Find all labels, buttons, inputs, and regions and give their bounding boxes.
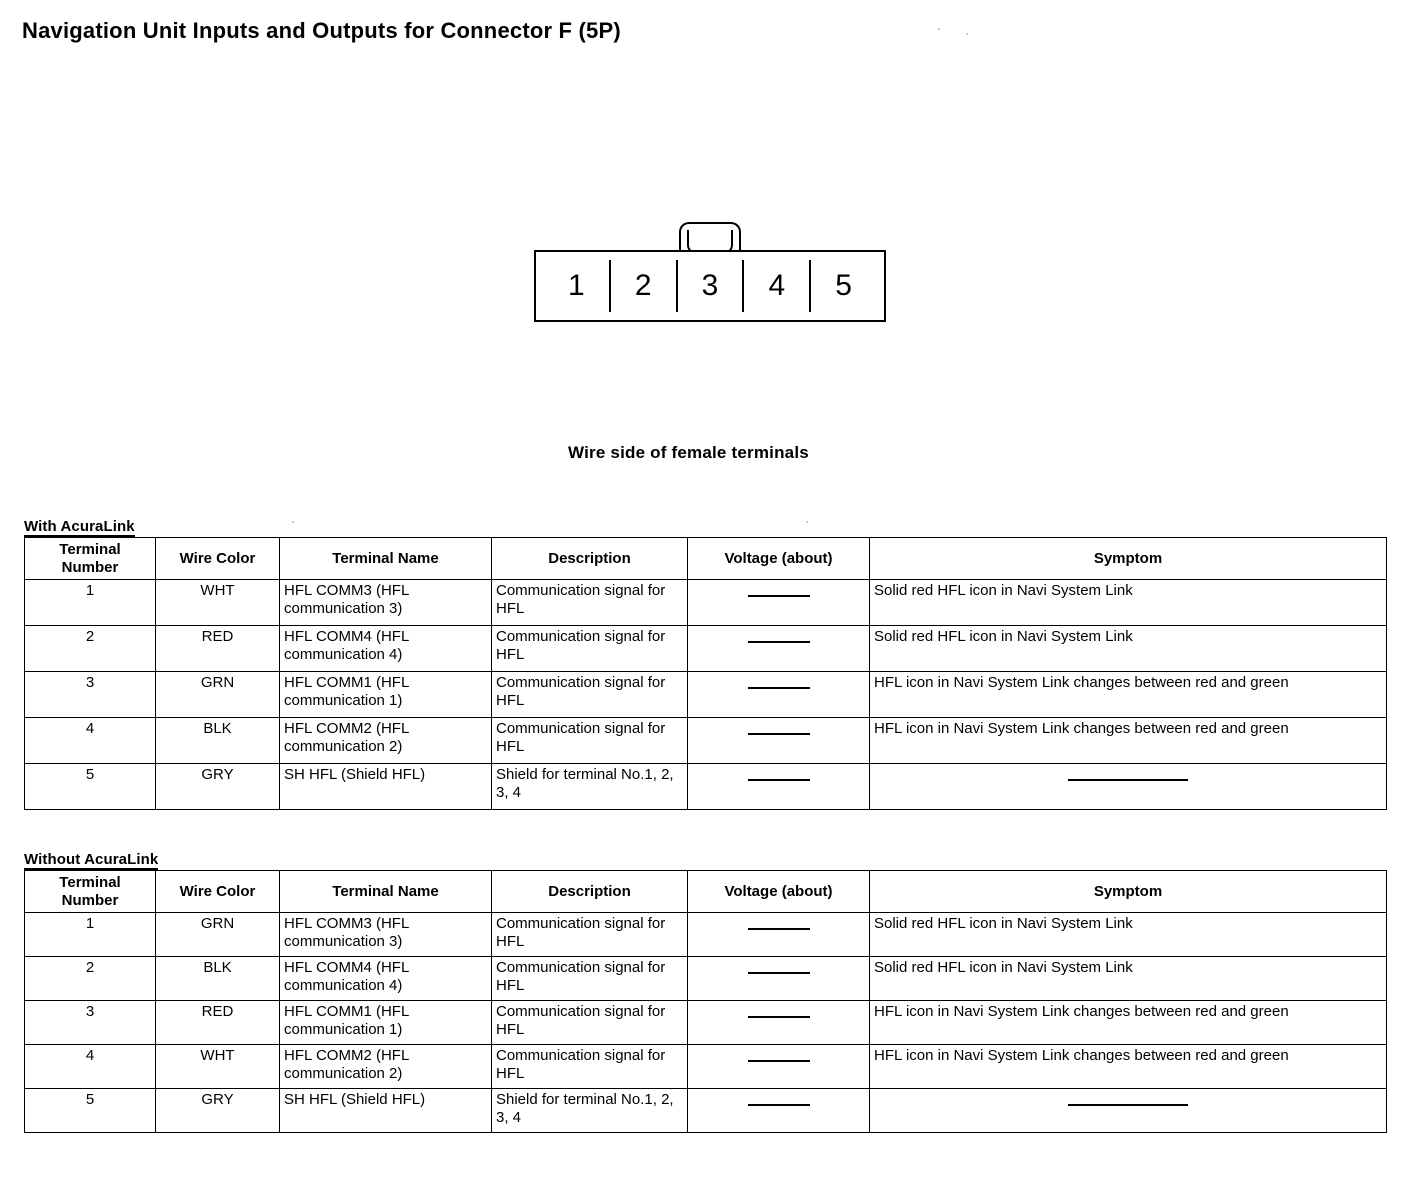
section-label-with-acuralink-text: With AcuraLink	[24, 518, 135, 535]
col-header-terminal-number-line1: Terminal	[59, 874, 121, 891]
col-header-terminal-number-line2: Number	[61, 558, 119, 576]
cell-terminal-number: 5	[25, 1089, 156, 1133]
cell-symptom: Solid red HFL icon in Navi System Link	[870, 957, 1387, 1001]
cell-symptom: Solid red HFL icon in Navi System Link	[870, 913, 1387, 957]
cell-terminal-name: SH HFL (Shield HFL)	[280, 764, 492, 810]
cell-voltage	[688, 1045, 870, 1089]
table-row	[25, 580, 1387, 626]
dash-mark	[748, 919, 810, 930]
table-with-acuralink	[24, 537, 1387, 810]
section-label-without-acuralink-text: Without AcuraLink	[24, 851, 159, 868]
cell-wire-color: BLK	[156, 957, 280, 1001]
cell-voltage	[688, 1089, 870, 1133]
cell-description: Shield for terminal No.1, 2, 3, 4	[492, 1089, 688, 1133]
cell-description: Communication signal for HFL	[492, 672, 688, 718]
table-row	[25, 1001, 1387, 1045]
cell-terminal-name: HFL COMM1 (HFL communication 1)	[280, 1001, 492, 1045]
cell-voltage	[688, 580, 870, 626]
cell-wire-color: GRN	[156, 672, 280, 718]
col-header-terminal-name: Terminal Name	[280, 538, 492, 580]
connector-body	[534, 250, 886, 322]
cell-symptom: Solid red HFL icon in Navi System Link	[870, 580, 1387, 626]
col-header-terminal-name: Terminal Name	[280, 871, 492, 913]
dash-mark	[748, 963, 810, 974]
cell-terminal-number: 3	[25, 672, 156, 718]
cell-terminal-number: 3	[25, 1001, 156, 1045]
cell-terminal-name: HFL COMM2 (HFL communication 2)	[280, 1045, 492, 1089]
scan-speckle	[938, 28, 940, 30]
cell-terminal-number: 2	[25, 626, 156, 672]
dash-mark	[748, 770, 810, 781]
cell-symptom	[870, 764, 1387, 810]
connector-pin: 2	[611, 260, 678, 312]
cell-symptom: HFL icon in Navi System Link changes between red and green	[870, 1001, 1387, 1045]
cell-wire-color: GRY	[156, 1089, 280, 1133]
cell-terminal-name: HFL COMM4 (HFL communication 4)	[280, 957, 492, 1001]
scan-speckle	[806, 521, 808, 523]
dash-mark	[1068, 770, 1188, 781]
cell-symptom: HFL icon in Navi System Link changes between red and green	[870, 1045, 1387, 1089]
cell-terminal-number: 1	[25, 580, 156, 626]
connector-pin: 3	[678, 260, 745, 312]
connector-diagram	[534, 222, 886, 332]
table-row	[25, 957, 1387, 1001]
dash-mark	[748, 724, 810, 735]
cell-wire-color: BLK	[156, 718, 280, 764]
dash-mark	[748, 586, 810, 597]
cell-terminal-number: 1	[25, 913, 156, 957]
section-label-with-acuralink	[24, 518, 135, 535]
connector-pin: 4	[744, 260, 811, 312]
col-header-wire-color: Wire Color	[156, 538, 280, 580]
table-row	[25, 626, 1387, 672]
cell-terminal-name: HFL COMM3 (HFL communication 3)	[280, 580, 492, 626]
col-header-terminal-number	[25, 538, 156, 580]
cell-voltage	[688, 1001, 870, 1045]
cell-wire-color: GRY	[156, 764, 280, 810]
cell-terminal-number: 4	[25, 1045, 156, 1089]
cell-symptom: Solid red HFL icon in Navi System Link	[870, 626, 1387, 672]
cell-description: Communication signal for HFL	[492, 957, 688, 1001]
cell-description: Communication signal for HFL	[492, 626, 688, 672]
cell-voltage	[688, 718, 870, 764]
cell-wire-color: RED	[156, 626, 280, 672]
col-header-voltage: Voltage (about)	[688, 871, 870, 913]
table-row	[25, 718, 1387, 764]
col-header-symptom: Symptom	[870, 871, 1387, 913]
table-header-row	[25, 538, 1387, 580]
table-row	[25, 1089, 1387, 1133]
dash-mark	[748, 1095, 810, 1106]
cell-voltage	[688, 957, 870, 1001]
dash-mark	[1068, 1095, 1188, 1106]
cell-wire-color: GRN	[156, 913, 280, 957]
cell-voltage	[688, 626, 870, 672]
cell-description: Communication signal for HFL	[492, 718, 688, 764]
cell-terminal-number: 2	[25, 957, 156, 1001]
col-header-terminal-number	[25, 871, 156, 913]
table-row	[25, 672, 1387, 718]
cell-symptom: HFL icon in Navi System Link changes between red and green	[870, 672, 1387, 718]
scan-speckle	[966, 33, 968, 35]
table-header-row	[25, 871, 1387, 913]
cell-symptom: HFL icon in Navi System Link changes between red and green	[870, 718, 1387, 764]
cell-symptom	[870, 1089, 1387, 1133]
col-header-symptom: Symptom	[870, 538, 1387, 580]
dash-mark	[748, 632, 810, 643]
cell-description: Shield for terminal No.1, 2, 3, 4	[492, 764, 688, 810]
cell-voltage	[688, 764, 870, 810]
cell-terminal-name: HFL COMM1 (HFL communication 1)	[280, 672, 492, 718]
table-row	[25, 1045, 1387, 1089]
connector-pin: 5	[835, 269, 852, 302]
cell-terminal-name: HFL COMM4 (HFL communication 4)	[280, 626, 492, 672]
cell-wire-color: WHT	[156, 580, 280, 626]
col-header-terminal-number-line2: Number	[61, 891, 119, 909]
cell-voltage	[688, 672, 870, 718]
cell-wire-color: WHT	[156, 1045, 280, 1089]
connector-caption: Wire side of female terminals	[568, 443, 809, 462]
cell-description: Communication signal for HFL	[492, 1001, 688, 1045]
col-header-wire-color: Wire Color	[156, 871, 280, 913]
table-row	[25, 764, 1387, 810]
cell-description: Communication signal for HFL	[492, 1045, 688, 1089]
cell-description: Communication signal for HFL	[492, 913, 688, 957]
col-header-description: Description	[492, 871, 688, 913]
cell-terminal-name: HFL COMM2 (HFL communication 2)	[280, 718, 492, 764]
cell-terminal-name: HFL COMM3 (HFL communication 3)	[280, 913, 492, 957]
col-header-voltage: Voltage (about)	[688, 538, 870, 580]
dash-mark	[748, 1007, 810, 1018]
cell-wire-color: RED	[156, 1001, 280, 1045]
connector-pin: 1	[544, 260, 611, 312]
page-title: Navigation Unit Inputs and Outputs for Connector F (5P)	[22, 18, 621, 43]
col-header-description: Description	[492, 538, 688, 580]
cell-terminal-name: SH HFL (Shield HFL)	[280, 1089, 492, 1133]
cell-terminal-number: 5	[25, 764, 156, 810]
cell-terminal-number: 4	[25, 718, 156, 764]
col-header-terminal-number-line1: Terminal	[59, 541, 121, 558]
table-row	[25, 913, 1387, 957]
cell-description: Communication signal for HFL	[492, 580, 688, 626]
dash-mark	[748, 1051, 810, 1062]
cell-voltage	[688, 913, 870, 957]
section-label-without-acuralink	[24, 851, 158, 868]
scan-speckle	[292, 521, 294, 523]
dash-mark	[748, 678, 810, 689]
table-without-acuralink	[24, 870, 1387, 1133]
